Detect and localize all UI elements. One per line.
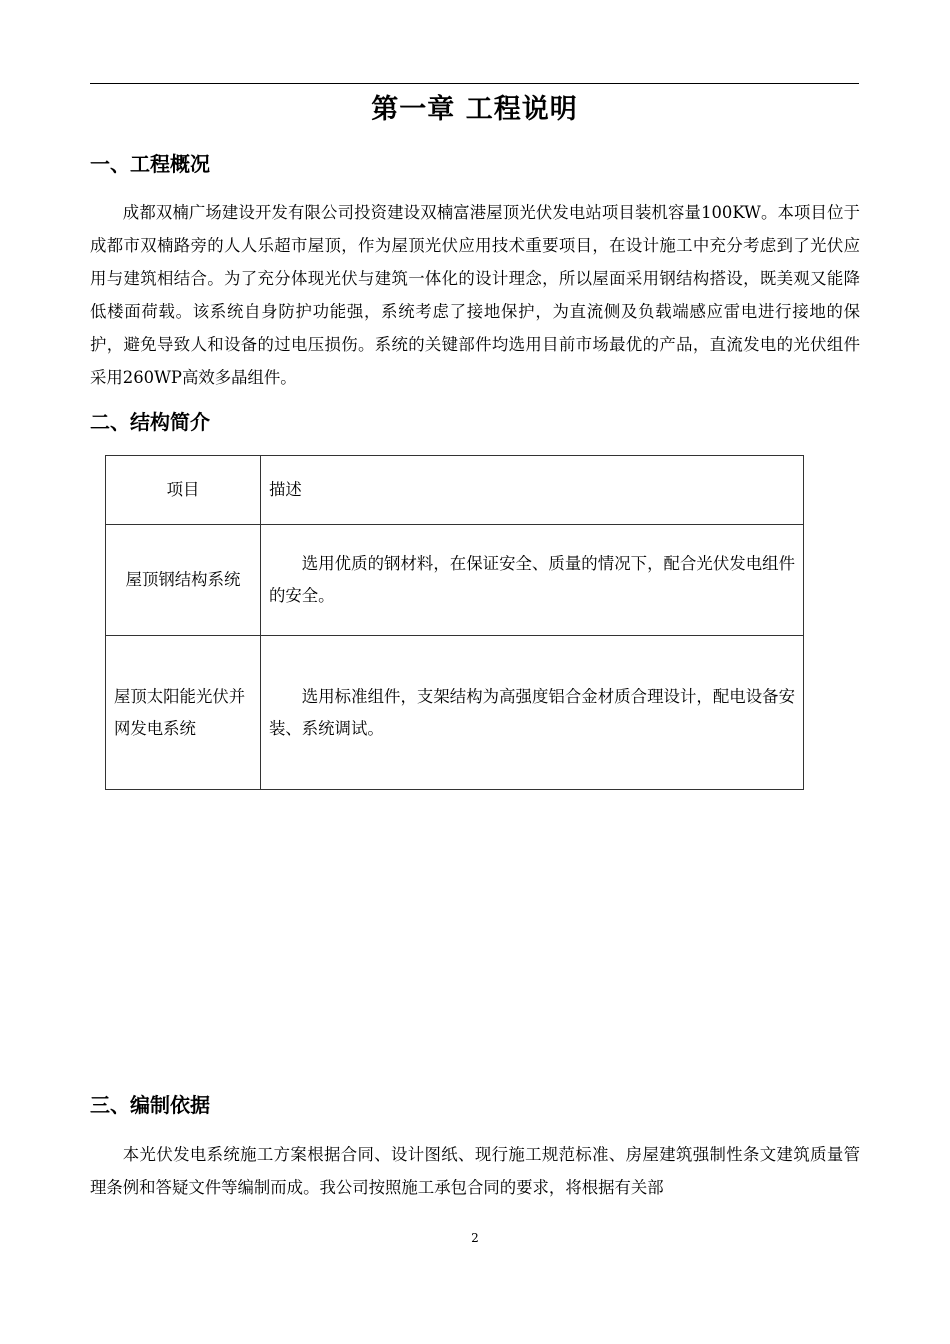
table-cell-description: 选用标准组件，支架结构为高强度铝合金材质合理设计，配电设备安装、系统调试。: [261, 636, 804, 790]
table-row: [106, 636, 804, 790]
section-heading-structure: 二、结构简介: [90, 410, 210, 434]
overview-paragraph: 成都双楠广场建设开发有限公司投资建设双楠富港屋顶光伏发电站项目装机容量100KW。本项目位于成都市双楠路旁的人人乐超市屋顶，作为屋顶光伏应用技术重要项目，在设计施工中充分考虑到了光伏应用与建筑相结合。为了充分体现光伏与建筑一体化的设计理念，所以屋面采用钢结构搭设，既美观又能降低楼面荷载。该系统自身防护功能强，系统考虑了接地保护，为直流侧及负载端感应雷电进行接地的保护，避免导致人和设备的过电压损伤。系统的关键部件均选用目前市场最优的产品，直流发电的光伏组件采用260WP高效多晶组件。: [90, 203, 860, 387]
section-heading-basis: 三、编制依据: [90, 1093, 210, 1117]
header-rule: [90, 83, 859, 84]
table-row: [106, 525, 804, 636]
table-header-row: [106, 456, 804, 525]
chapter-title: 第一章 工程说明: [371, 94, 578, 125]
table-header-item: 项目: [106, 456, 261, 525]
structure-table: [105, 455, 804, 790]
section-heading-overview: 一、工程概况: [90, 152, 210, 176]
table-cell-item: 屋顶太阳能光伏并网发电系统: [106, 636, 261, 790]
table-cell-description: 选用优质的钢材料，在保证安全、质量的情况下，配合光伏发电组件的安全。: [261, 525, 804, 636]
table-cell-item: 屋顶钢结构系统: [106, 525, 261, 636]
table-header-description: 描述: [261, 456, 804, 525]
basis-paragraph: 本光伏发电系统施工方案根据合同、设计图纸、现行施工规范标准、房屋建筑强制性条文建筑质量管理条例和答疑文件等编制而成。我公司按照施工承包合同的要求，将根据有关部: [90, 1145, 860, 1197]
page-number: 2: [471, 1231, 479, 1245]
